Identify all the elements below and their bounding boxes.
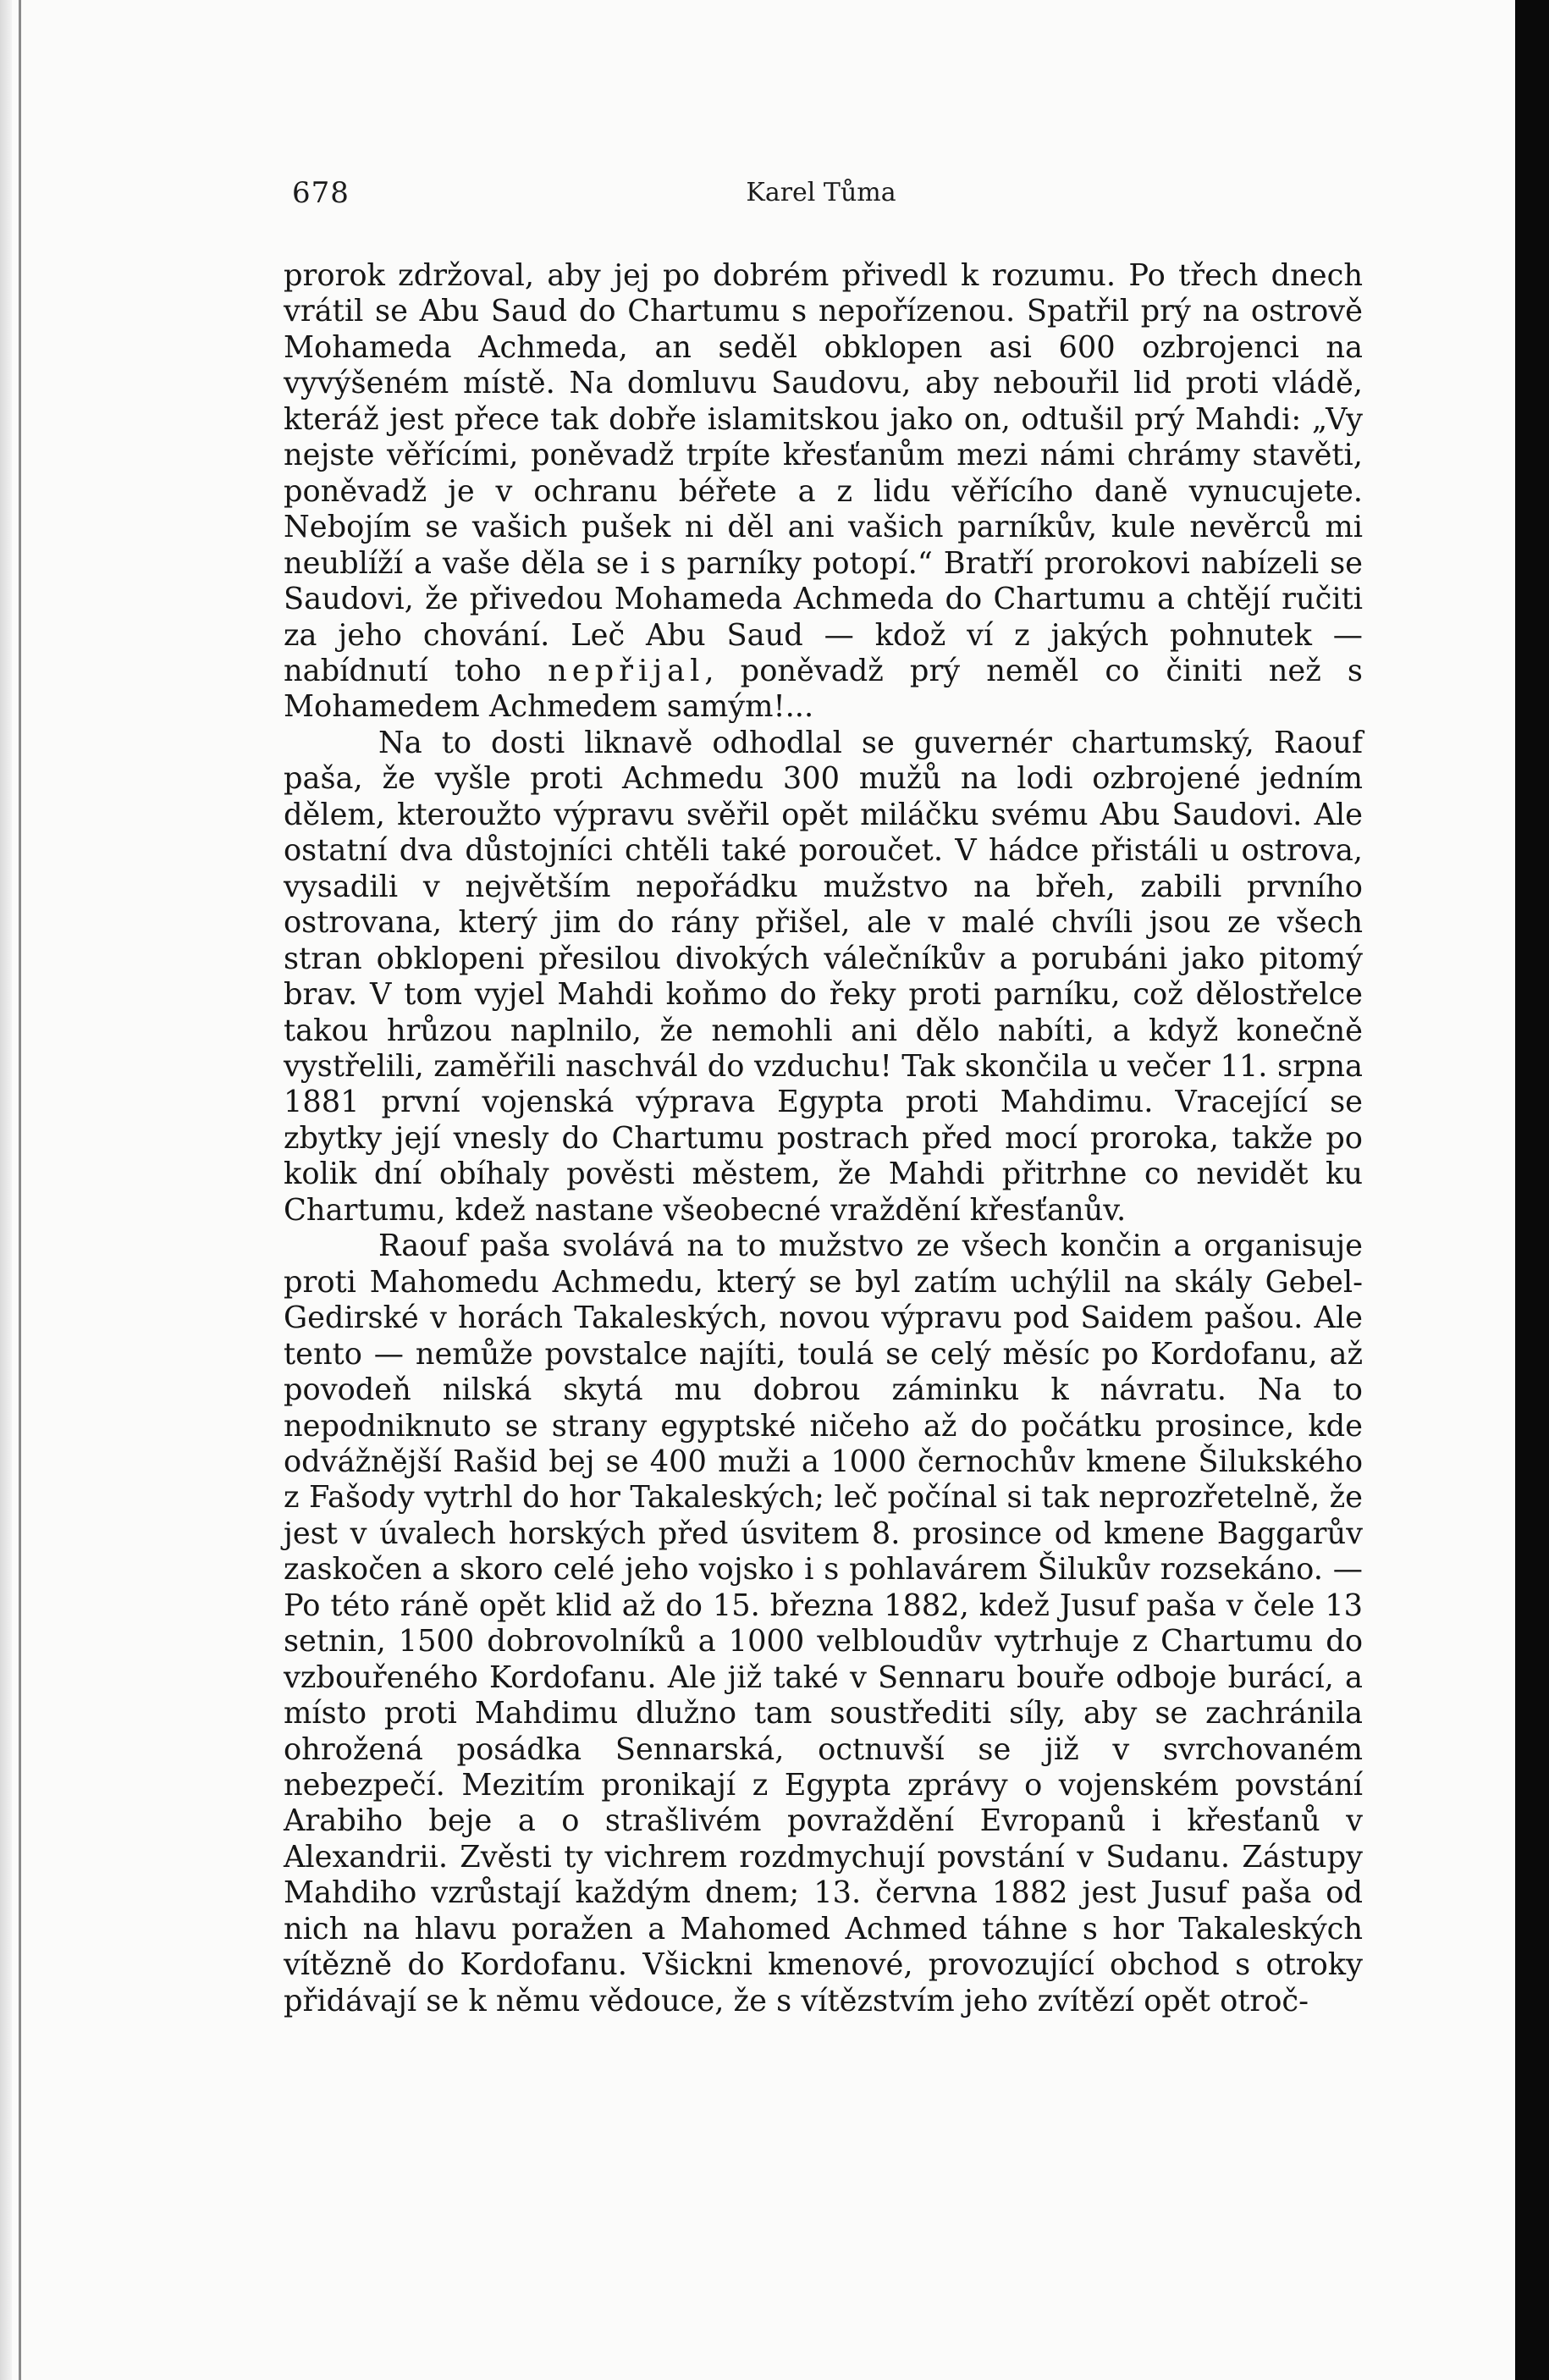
paragraph-3: Raouf paša svolává na to mužstvo ze všech končin a organisuje proti Mahomedu Achmedu, který se byl zatím uchýlil na skály Gebel-Gedirské v horách Takaleských, novou výpravu pod Saidem pašou. Ale tento — nemůže povstalce najíti, toulá se celý měsíc po Kordofanu, až povodeň nilská skytá mu dobrou záminku k návratu. Na to nepodniknuto se strany egyptské ničeho až do počátku prosince, kde odvážnější Rašid bej se 400 muži a 1000 černochův kmene Šilukského z Fašody vytrhl do hor Takaleských; leč počínal si tak neprozřetelně, že jest v úvalech horských před úsvitem 8. prosince od kmene Baggarův zaskočen a skoro celé jeho vojsko i s pohlavárem Šilukův rozsekáno. — Po této ráně opět klid až do 15. března 1882, kdež Jusuf paša v čele 13 setnin, 1500 dobrovolníků a 1000 velbloudův vytrhuje z Chartumu do vzbouřeného Kordofanu. Ale již také v Sennaru bouře odboje burácí, a místo proti Mahdimu dlužno tam soustřediti síly, aby se zachránila ohrožená posádka Sennarská, octnuvší se již v svrchovaném nebezpečí. Mezitím pronikají z Egypta zprávy o vojenském povstání Arabiho beje a o strašlivém povraždění Evropanů i křesťanů v Alexandrii. Zvěsti ty vichrem rozdmychují povstání v Sudanu. Zástupy Mahdiho vzrůstají každým dnem; 13. června 1882 jest Jusuf paša od nich na hlavu poražen a Mahomed Achmed táhne s hor Takaleských vítězně do Kordofanu. Všickni kmenové, provozující obchod s otroky přidávají se k němu vědouce, že s vítězstvím jeho zvítězí opět otroč- [284, 1229, 1363, 2018]
page-header [292, 176, 1350, 218]
running-title: Karel Tůma [746, 178, 896, 207]
body-text [284, 258, 1363, 2019]
binding-line [19, 0, 21, 2380]
page-left-edge [0, 0, 12, 2380]
scan-right-border [1515, 0, 1549, 2380]
paragraph-1-text-a: prorok zdržoval, aby jej po dobrém přivedl k rozumu. Po třech dnech vrátil se Abu Saud do Chartumu s nepořízenou. Spatřil prý na ostrově Mohameda Achmeda, an seděl obklopen asi 600 ozbrojenci na vyvýšeném místě. Na domluvu Saudovu, aby nebouřil lid proti vládě, kteráž jest přece tak dobře islamitskou jako on, odtušil prý Mahdi: „Vy nejste věřícími, poněvadž trpíte křesťanům mezi námi chrámy stavěti, poněvadž je v ochranu béřete a z lidu věřícího daně vynucujete. Nebojím se vašich pušek ni děl ani vašich parníkův, kule nevěrců mi neublíží a vaše děla se i s parníky potopí.“ Bratří prorokovi nabízeli se Saudovi, že přivedou Mohameda Achmeda do Chartumu a chtějí ručiti za jeho chování. Leč Abu Saud — kdož ví z jakých pohnutek — nabídnutí toho [284, 258, 1363, 688]
paragraph-2: Na to dosti liknavě odhodlal se guvernér chartumský, Raouf paša, že vyšle proti Achmedu 300 mužů na lodi ozbrojené jedním dělem, kteroužto výpravu svěřil opět miláčku svému Abu Saudovi. Ale ostatní dva důstojníci chtěli také poroučet. V hádce přistáli u ostrova, vysadili v největším nepořádku mužstvo na břeh, zabili prvního ostrovana, který jim do rány přišel, ale v malé chvíli jsou ze všech stran obklopeni přesilou divokých válečníkův a porubáni jako pitomý brav. V tom vyjel Mahdi koňmo do řeky proti parníku, což dělostřelce takou hrůzou naplnilo, že nemohli ani dělo nabíti, a když konečně vystřelili, zaměřili naschvál do vzduchu! Tak skončila u večer 11. srpna 1881 první vojenská výprava Egypta proti Mahdimu. Vracející se zbytky její vnesly do Chartumu postrach před mocí proroka, takže po kolik dní obíhaly pověsti městem, že Mahdi přitrhne co nevidět ku Chartumu, kdež nastane všeobecné vraždění křesťanův. [284, 725, 1363, 1228]
paragraph-1-text-b: , poněvadž prý neměl co činiti než s Mohamedem Achmedem samým!... [284, 653, 1363, 725]
page-number: 678 [292, 176, 350, 210]
paragraph-1 [284, 258, 1363, 726]
paragraph-1-emphasis: nepřijal [548, 653, 705, 688]
